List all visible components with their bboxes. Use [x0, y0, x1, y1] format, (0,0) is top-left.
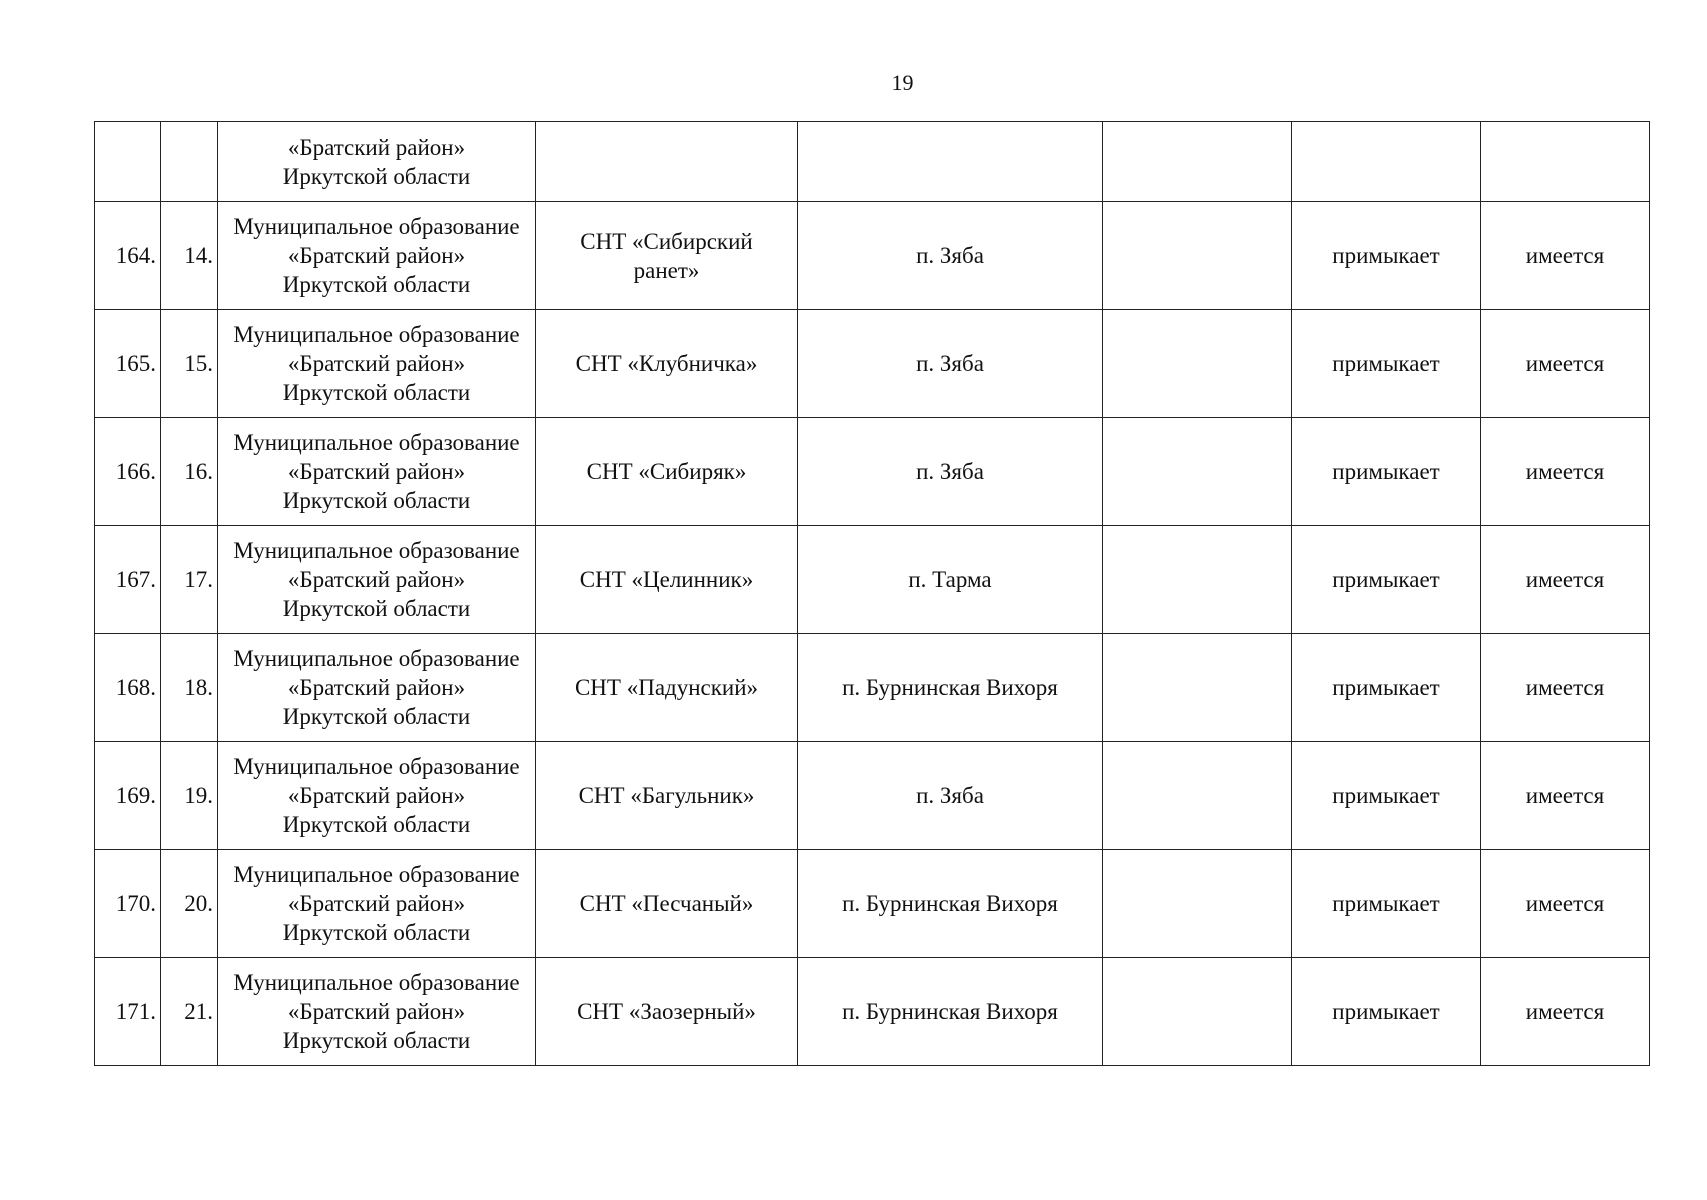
table-row: [95, 850, 1650, 958]
organization-name-line: СНТ «Песчаный»: [579, 891, 754, 916]
organization-name-line: СНТ «Сибирский: [580, 228, 753, 254]
municipality-line: «Братский район»: [287, 999, 466, 1024]
municipality-line: Иркутской области: [282, 596, 471, 621]
organization-name-cell: [536, 122, 798, 202]
availability-cell: [1481, 122, 1650, 202]
organization-name-line: СНТ «Целинник»: [579, 567, 754, 592]
locality-cell: п. Зяба: [798, 418, 1103, 526]
organization-name-line: СНТ «Клубничка»: [575, 351, 758, 376]
row-number-cell: 168.: [95, 634, 161, 742]
availability-cell: имеется: [1481, 958, 1650, 1066]
row-subnumber-cell: 20.: [161, 850, 218, 958]
adjacency-cell: примыкает: [1292, 202, 1481, 310]
table-row-continuation: [95, 122, 1650, 202]
municipality-line: Муниципальное образование: [233, 970, 520, 995]
municipality-line: Муниципальное образование: [233, 646, 520, 671]
municipality-line: Иркутской области: [282, 272, 471, 297]
adjacency-cell: примыкает: [1292, 958, 1481, 1066]
adjacency-cell: примыкает: [1292, 634, 1481, 742]
municipality-line: Муниципальное образование: [233, 430, 520, 455]
row-subnumber-cell: 21.: [161, 958, 218, 1066]
organization-name-cell: [536, 202, 798, 310]
municipality-cell: [218, 310, 536, 418]
row-subnumber-cell: 17.: [161, 526, 218, 634]
row-subnumber-cell: 19.: [161, 742, 218, 850]
organization-name-cell: [536, 850, 798, 958]
municipality-line: Муниципальное образование: [233, 754, 520, 779]
organization-name-line: ранет»: [633, 257, 700, 283]
empty-cell: [1103, 850, 1292, 958]
empty-cell: [1103, 634, 1292, 742]
empty-cell: [1103, 742, 1292, 850]
locality-cell: п. Тарма: [798, 526, 1103, 634]
row-subnumber-cell: [161, 122, 218, 202]
municipality-line: «Братский район»: [287, 134, 466, 160]
locality-cell: п. Бурнинская Вихоря: [798, 958, 1103, 1066]
organization-name-cell: [536, 310, 798, 418]
table-row: [95, 742, 1650, 850]
empty-cell: [1103, 122, 1292, 202]
organization-name-cell: [536, 742, 798, 850]
municipality-line: Муниципальное образование: [233, 862, 520, 887]
row-number-cell: 166.: [95, 418, 161, 526]
row-number-cell: 170.: [95, 850, 161, 958]
availability-cell: имеется: [1481, 310, 1650, 418]
organization-name-cell: [536, 634, 798, 742]
locality-cell: п. Бурнинская Вихоря: [798, 634, 1103, 742]
table-row: [95, 310, 1650, 418]
availability-cell: имеется: [1481, 526, 1650, 634]
row-subnumber-cell: 16.: [161, 418, 218, 526]
availability-cell: имеется: [1481, 634, 1650, 742]
empty-cell: [1103, 958, 1292, 1066]
municipality-line: Муниципальное образование: [233, 538, 520, 563]
municipality-line: «Братский район»: [287, 567, 466, 592]
municipality-line: Иркутской области: [282, 812, 471, 837]
empty-cell: [1103, 526, 1292, 634]
row-subnumber-cell: 18.: [161, 634, 218, 742]
table-row: [95, 958, 1650, 1066]
row-subnumber-cell: 15.: [161, 310, 218, 418]
municipality-cell: [218, 122, 536, 202]
availability-cell: имеется: [1481, 850, 1650, 958]
municipality-line: Иркутской области: [282, 488, 471, 513]
availability-cell: имеется: [1481, 742, 1650, 850]
municipality-line: Иркутской области: [282, 380, 471, 405]
table-row: [95, 418, 1650, 526]
table-row: [95, 526, 1650, 634]
municipality-line: Муниципальное образование: [233, 322, 520, 347]
empty-cell: [1103, 202, 1292, 310]
row-number-cell: 164.: [95, 202, 161, 310]
municipality-line: «Братский район»: [287, 675, 466, 700]
row-number-cell: 171.: [95, 958, 161, 1066]
municipality-line: Муниципальное образование: [233, 214, 520, 239]
locality-cell: [798, 122, 1103, 202]
organization-name-line: СНТ «Багульник»: [578, 783, 755, 808]
municipality-line: «Братский район»: [287, 459, 466, 484]
row-number-cell: 167.: [95, 526, 161, 634]
table-body: [95, 122, 1650, 1066]
organization-name-line: СНТ «Заозерный»: [577, 999, 756, 1024]
adjacency-cell: примыкает: [1292, 310, 1481, 418]
municipality-line: «Братский район»: [287, 783, 466, 808]
municipality-line: Иркутской области: [282, 163, 471, 189]
table-row: [95, 634, 1650, 742]
row-subnumber-cell: 14.: [161, 202, 218, 310]
adjacency-cell: примыкает: [1292, 526, 1481, 634]
organization-name-line: СНТ «Сибиряк»: [586, 459, 747, 484]
municipality-cell: [218, 850, 536, 958]
locality-cell: п. Зяба: [798, 310, 1103, 418]
locality-cell: п. Зяба: [798, 202, 1103, 310]
municipality-cell: [218, 526, 536, 634]
municipality-line: «Братский район»: [287, 891, 466, 916]
organization-name-cell: [536, 958, 798, 1066]
organization-name-cell: [536, 526, 798, 634]
locality-cell: п. Бурнинская Вихоря: [798, 850, 1103, 958]
organization-name-line: СНТ «Падунский»: [574, 675, 759, 700]
municipality-cell: [218, 418, 536, 526]
locality-cell: п. Зяба: [798, 742, 1103, 850]
row-number-cell: 165.: [95, 310, 161, 418]
municipality-line: Иркутской области: [282, 920, 471, 945]
municipality-cell: [218, 742, 536, 850]
availability-cell: имеется: [1481, 418, 1650, 526]
table-row: [95, 202, 1650, 310]
availability-cell: имеется: [1481, 202, 1650, 310]
empty-cell: [1103, 310, 1292, 418]
adjacency-cell: примыкает: [1292, 850, 1481, 958]
municipality-line: Иркутской области: [282, 704, 471, 729]
organization-name-cell: [536, 418, 798, 526]
adjacency-cell: примыкает: [1292, 742, 1481, 850]
empty-cell: [1103, 418, 1292, 526]
row-number-cell: [95, 122, 161, 202]
municipality-cell: [218, 202, 536, 310]
municipality-cell: [218, 634, 536, 742]
municipality-line: Иркутской области: [282, 1028, 471, 1053]
document-table: [94, 121, 1650, 1066]
municipality-cell: [218, 958, 536, 1066]
municipality-line: «Братский район»: [287, 351, 466, 376]
municipality-line: «Братский район»: [287, 243, 466, 268]
page-number: 19: [891, 70, 914, 95]
adjacency-cell: примыкает: [1292, 418, 1481, 526]
row-number-cell: 169.: [95, 742, 161, 850]
adjacency-cell: [1292, 122, 1481, 202]
